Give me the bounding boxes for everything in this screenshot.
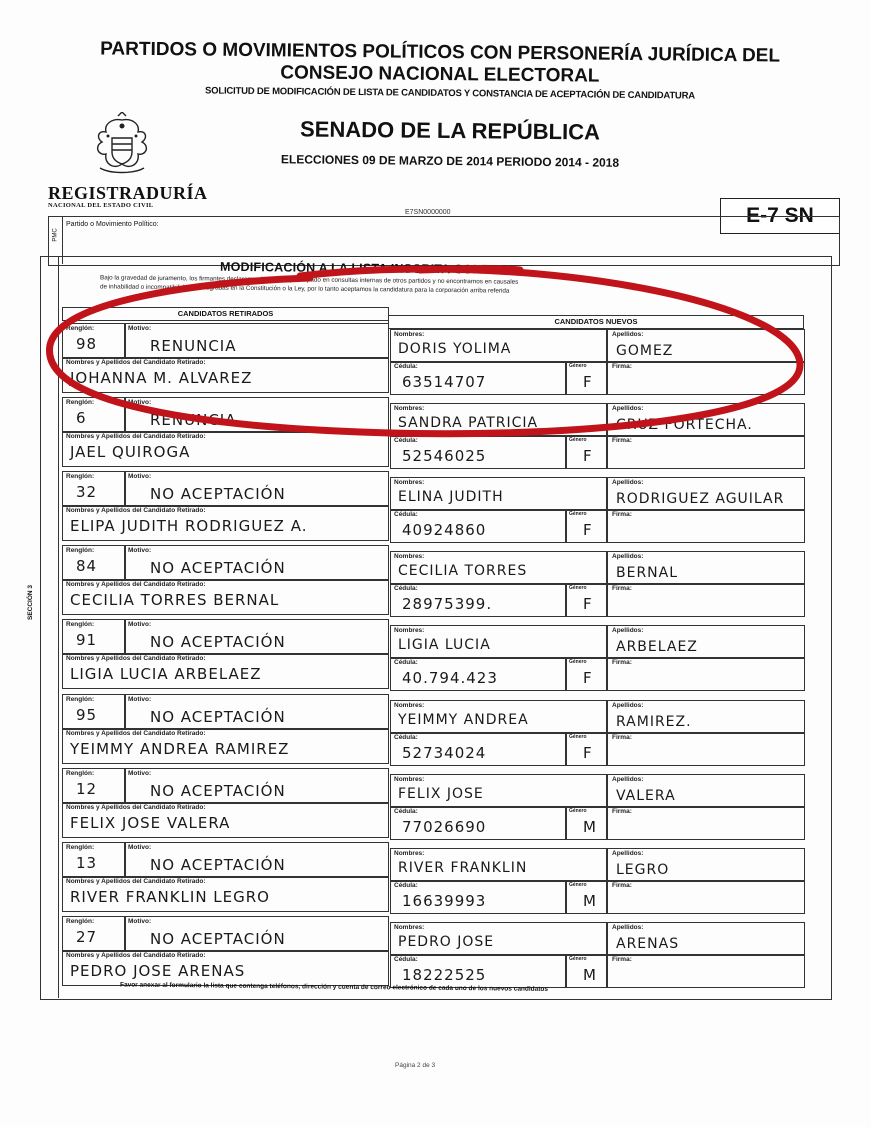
cedula-value: 77026690 [402, 817, 487, 836]
apellidos-label: Apellidos: [612, 923, 644, 931]
withdrawn-header: CANDIDATOS RETIRADOS [62, 307, 389, 321]
logo-sub-text: NACIONAL DEL ESTADO CIVIL [48, 202, 154, 209]
genero-label: Género [569, 807, 587, 814]
motivo-label: Motivo: [128, 547, 152, 555]
genero-label: Género [569, 733, 587, 740]
genero-value: F [583, 743, 593, 762]
motivo-value: RENUNCIA [150, 337, 237, 355]
page-title [60, 38, 820, 90]
nombres-value: CECILIA TORRES [398, 563, 528, 580]
cedula-label: Cédula: [394, 437, 418, 445]
apellidos-label: Apellidos: [612, 553, 644, 561]
retirado-value: CECILIA TORRES BERNAL [70, 591, 280, 610]
firma-box [607, 806, 805, 840]
candidate-row [0, 914, 871, 985]
renglon-value: 13 [76, 853, 98, 872]
firma-box [607, 583, 805, 617]
footer-note: Favor anexar al formulario la lista que contenga teléfonos, dirección y cuenta de correo electrónico de cada uno de los nuevos candidatos [119, 981, 549, 993]
motivo-value: NO ACEPTACIÓN [150, 929, 286, 948]
apellidos-value: RODRIGUEZ AGUILAR [616, 491, 785, 508]
renglon-value: 84 [76, 557, 98, 576]
retirado-label: Nombres y Apellidos del Candidato Retirado: [66, 729, 206, 737]
candidate-row [0, 766, 871, 837]
retirado-value: ELIPA JUDITH RODRIGUEZ A. [70, 517, 308, 536]
renglon-label: Renglón: [66, 695, 95, 703]
firma-label: Firma: [612, 881, 632, 889]
apellidos-label: Apellidos: [612, 479, 644, 487]
motivo-value: NO ACEPTACIÓN [150, 855, 286, 874]
apellidos-value: VALERA [616, 787, 676, 804]
genero-label: Género [569, 659, 587, 666]
cedula-label: Cédula: [394, 807, 418, 815]
genero-value: F [583, 447, 593, 466]
apellidos-label: Apellidos: [612, 775, 644, 783]
renglon-value: 32 [76, 483, 98, 502]
nombres-value: SANDRA PATRICIA [398, 415, 539, 432]
retirado-value: LIGIA LUCIA ARBELAEZ [70, 665, 262, 684]
candidate-row [0, 321, 871, 392]
genero-value: F [583, 373, 593, 391]
cedula-label: Cédula: [394, 363, 418, 370]
genero-label: Género [569, 955, 587, 962]
apellidos-label: Apellidos: [612, 849, 644, 857]
nombres-value: RIVER FRANKLIN [398, 859, 528, 876]
motivo-label: Motivo: [128, 473, 152, 481]
election-line: ELECCIONES 09 DE MARZO DE 2014 PERIODO 2014 - 2018 [280, 152, 620, 170]
logo-main-text: REGISTRADURÍA [48, 183, 208, 203]
renglon-value: 98 [76, 335, 98, 353]
firma-label: Firma: [612, 511, 632, 519]
retirado-label: Nombres y Apellidos del Candidato Retirado: [66, 951, 206, 959]
apellidos-value: LEGRO [616, 861, 670, 878]
section-side-label: SECCIÓN 3 [27, 584, 34, 620]
nombres-value: PEDRO JOSE [398, 933, 495, 950]
retirado-value: FELIX JOSE VALERA [70, 813, 231, 832]
genero-value: F [583, 595, 593, 614]
retirado-value: JAEL QUIROGA [70, 443, 191, 462]
genero-label: Género [569, 363, 587, 369]
apellidos-value: BERNAL [616, 565, 679, 582]
apellidos-value: CRUZ FORTECHA. [616, 417, 753, 434]
nombres-label: Nombres: [394, 775, 425, 783]
genero-value: M [583, 891, 597, 910]
genero-label: Género [569, 585, 587, 592]
genero-value: M [583, 965, 597, 984]
candidate-row [0, 692, 871, 763]
genero-label: Género [569, 881, 587, 888]
nombres-label: Nombres: [394, 479, 425, 487]
nombres-label: Nombres: [394, 405, 425, 413]
renglon-label: Renglón: [66, 843, 95, 851]
candidate-row [0, 469, 871, 540]
renglon-value: 12 [76, 779, 98, 798]
renglon-value: 95 [76, 705, 98, 724]
nombres-value: FELIX JOSE [398, 785, 484, 802]
retirado-label: Nombres y Apellidos del Candidato Retirado: [66, 433, 206, 441]
nombres-label: Nombres: [394, 331, 425, 338]
section-title: MODIFICACIÓN A LA LISTA INSCRITA CONTRO... [219, 259, 521, 277]
chamber-title: SENADO DE LA REPÚBLICA [299, 116, 601, 145]
nombres-value: ELINA JUDITH [398, 489, 504, 506]
motivo-label: Motivo: [128, 769, 152, 777]
apellidos-label: Apellidos: [612, 627, 644, 635]
cedula-value: 63514707 [402, 373, 487, 391]
nombres-label: Nombres: [394, 627, 425, 635]
retirado-value: YEIMMY ANDREA RAMIREZ [70, 739, 290, 758]
renglon-label: Renglón: [66, 769, 95, 777]
renglon-value: 6 [76, 409, 87, 428]
renglon-value: 91 [76, 631, 98, 650]
genero-label: Género [569, 437, 587, 444]
apellidos-label: Apellidos: [612, 405, 644, 413]
motivo-label: Motivo: [128, 843, 152, 851]
motivo-label: Motivo: [128, 917, 152, 925]
genero-value: F [583, 521, 593, 540]
motivo-value: NO ACEPTACIÓN [150, 707, 286, 726]
cedula-label: Cédula: [394, 881, 418, 889]
cedula-value: 28975399. [402, 595, 493, 614]
apellidos-value: GOMEZ [616, 343, 674, 359]
nombres-label: Nombres: [394, 849, 425, 857]
candidate-row [0, 840, 871, 911]
retirado-value: JOHANNA M. ALVAREZ [70, 369, 253, 387]
registraduria-logo [48, 183, 218, 209]
nombres-value: DORIS YOLIMA [398, 341, 512, 357]
retirado-value: RIVER FRANKLIN LEGRO [70, 887, 270, 906]
apellidos-label: Apellidos: [612, 701, 644, 709]
firma-label: Firma: [612, 955, 632, 963]
motivo-label: Motivo: [128, 695, 152, 703]
oath-line-2: de inhabilidad o incompatibilidad consagradas en la Constitución o la Ley, por lo tanto aceptamos la candidatura para la corporación arriba referida [99, 282, 510, 295]
title-line-2: CONSEJO NACIONAL ELECTORAL [280, 62, 600, 87]
motivo-value: NO ACEPTACIÓN [150, 781, 286, 800]
firma-label: Firma: [612, 807, 632, 815]
motivo-label: Motivo: [128, 399, 152, 407]
firma-box [607, 657, 805, 691]
renglon-label: Renglón: [66, 399, 95, 407]
motivo-label: Motivo: [128, 325, 152, 332]
retirado-label: Nombres y Apellidos del Candidato Retirado: [66, 359, 206, 366]
candidate-row [0, 395, 871, 466]
retirado-label: Nombres y Apellidos del Candidato Retirado: [66, 655, 206, 663]
cedula-label: Cédula: [394, 733, 418, 741]
party-label: Partido o Movimiento Político: [66, 221, 159, 228]
title-line-1: PARTIDOS O MOVIMIENTOS POLÍTICOS CON PERSONERÍA JURÍDICA DEL [100, 38, 781, 67]
firma-box [607, 880, 805, 914]
motivo-value: NO ACEPTACIÓN [150, 559, 286, 578]
nombres-value: YEIMMY ANDREA [398, 711, 529, 728]
motivo-value: RENUNCIA [150, 411, 237, 430]
cedula-value: 40.794.423 [402, 669, 498, 688]
candidate-row [0, 617, 871, 688]
genero-value: M [583, 817, 597, 836]
apellidos-value: RAMIREZ. [616, 713, 692, 730]
firma-box [607, 509, 805, 543]
coat-of-arms-icon [88, 112, 156, 182]
firma-label: Firma: [612, 437, 632, 445]
retirado-value: PEDRO JOSE ARENAS [70, 961, 246, 980]
genero-label: Género [569, 511, 587, 518]
cedula-value: 40924860 [402, 521, 487, 540]
form-code-box: E-7 SN [720, 198, 840, 234]
candidate-row [0, 543, 871, 614]
cedula-value: 52734024 [402, 743, 487, 762]
page-number: Página 2 de 3 [395, 1062, 436, 1069]
nombres-value: LIGIA LUCIA [398, 637, 491, 654]
renglon-label: Renglón: [66, 917, 95, 925]
motivo-label: Motivo: [128, 621, 152, 629]
cedula-label: Cédula: [394, 585, 418, 593]
nombres-label: Nombres: [394, 701, 425, 709]
cedula-value: 52546025 [402, 447, 487, 466]
retirado-label: Nombres y Apellidos del Candidato Retirado: [66, 877, 206, 885]
party-side-label: PMC [52, 228, 59, 242]
genero-value: F [583, 669, 593, 688]
retirado-label: Nombres y Apellidos del Candidato Retirado: [66, 581, 206, 589]
retirado-label: Nombres y Apellidos del Candidato Retirado: [66, 507, 206, 515]
renglon-value: 27 [76, 927, 98, 946]
cedula-value: 18222525 [402, 965, 487, 984]
nombres-label: Nombres: [394, 553, 425, 561]
firma-box [607, 435, 805, 469]
new-header: CANDIDATOS NUEVOS [388, 315, 804, 329]
firma-label: Firma: [612, 585, 632, 593]
motivo-value: NO ACEPTACIÓN [150, 485, 286, 504]
firma-box [607, 361, 805, 395]
cedula-label: Cédula: [394, 511, 418, 519]
firma-box [607, 732, 805, 766]
renglon-label: Renglón: [66, 547, 95, 555]
cedula-label: Cédula: [394, 659, 418, 667]
nombres-label: Nombres: [394, 923, 425, 931]
motivo-value: NO ACEPTACIÓN [150, 633, 286, 652]
oath-line-1: Bajo la gravedad de juramento, los firmantes declaramos NO haber participado en consultas internas de otros partidos y no encontrarnos en causales [100, 274, 519, 286]
renglon-label: Renglón: [66, 621, 95, 629]
apellidos-label: Apellidos: [612, 331, 644, 338]
apellidos-value: ARBELAEZ [616, 639, 698, 656]
form-subtitle: SOLICITUD DE MODIFICACIÓN DE LISTA DE CANDIDATOS Y CONSTANCIA DE ACEPTACIÓN DE CANDIDATURA [204, 85, 695, 102]
firma-box [607, 954, 805, 988]
renglon-label: Renglón: [66, 325, 95, 332]
renglon-label: Renglón: [66, 473, 95, 481]
apellidos-value: ARENAS [616, 935, 680, 952]
firma-label: Firma: [612, 733, 632, 741]
form-serial: E7SN0000000 [405, 209, 451, 216]
firma-label: Firma: [612, 659, 632, 667]
cedula-label: Cédula: [394, 955, 418, 963]
cedula-value: 16639993 [402, 891, 487, 910]
firma-label: Firma: [612, 363, 632, 370]
retirado-label: Nombres y Apellidos del Candidato Retirado: [66, 803, 206, 811]
